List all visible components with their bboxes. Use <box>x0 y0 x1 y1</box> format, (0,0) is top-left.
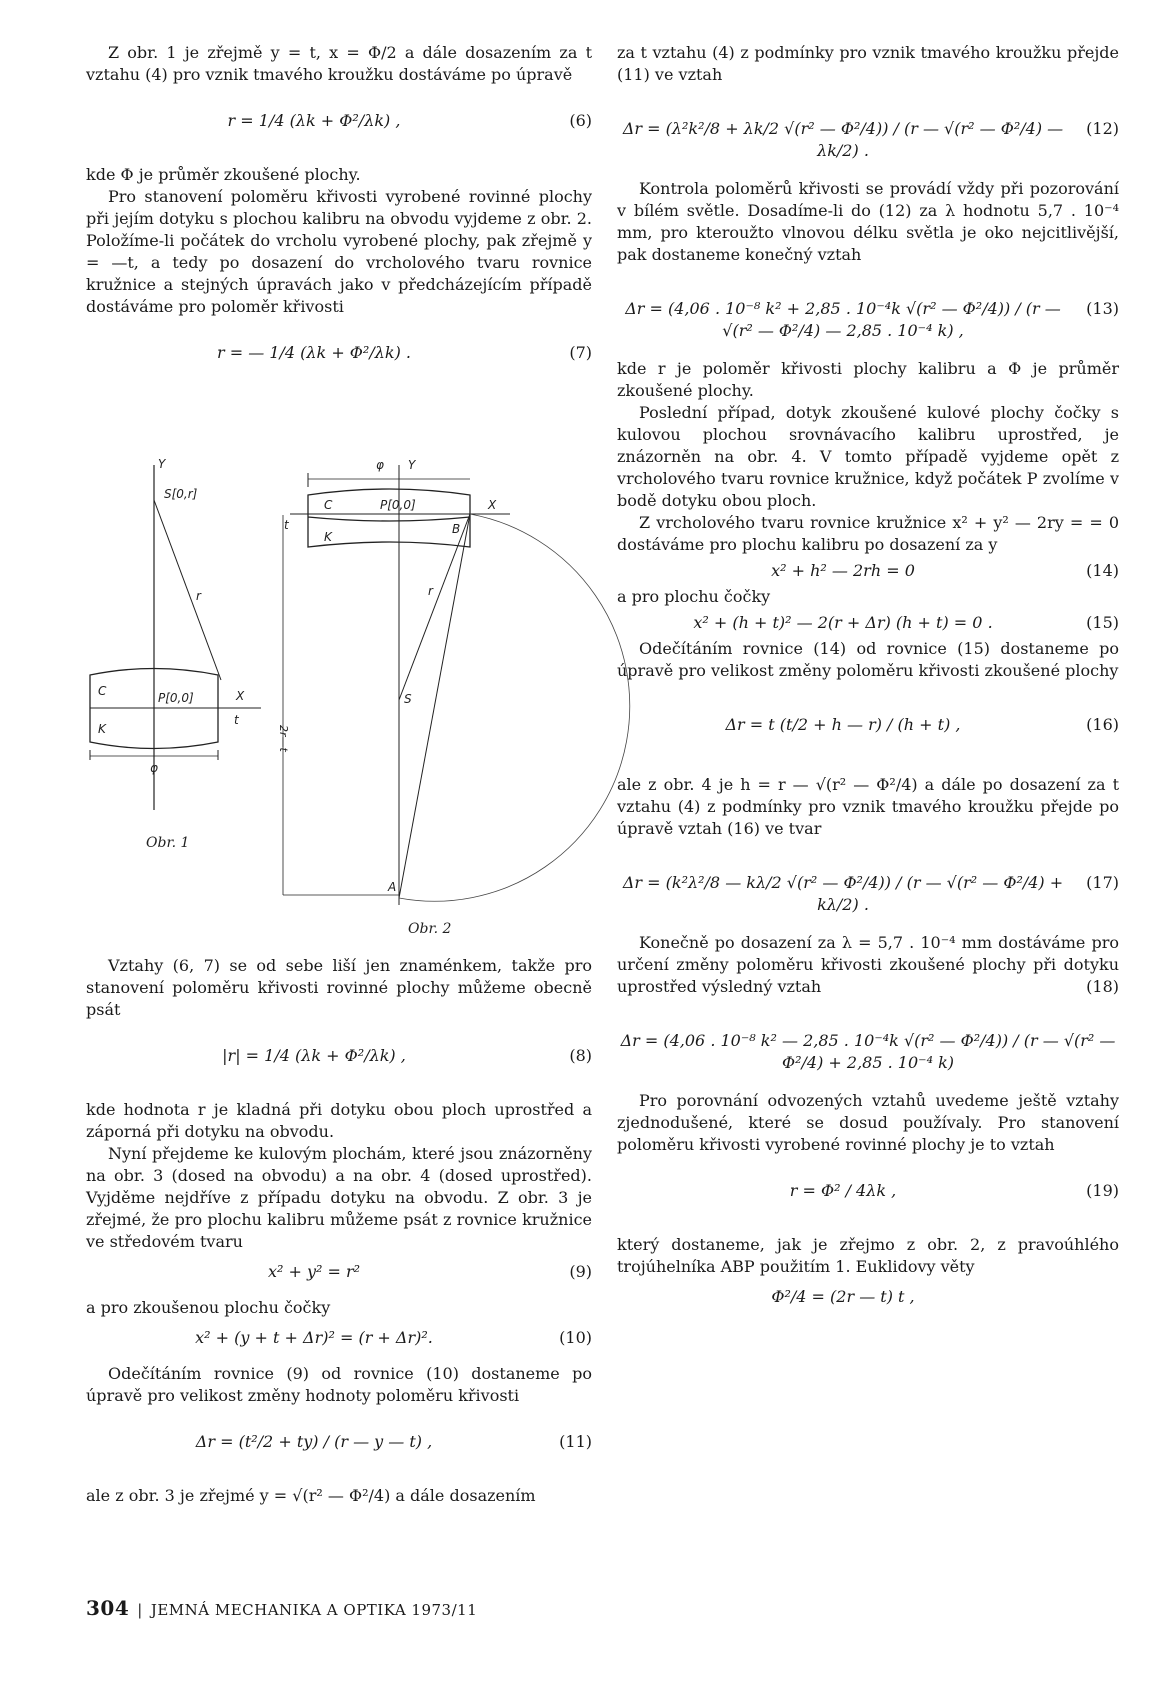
center-label: S[0,r] <box>164 487 198 501</box>
paragraph: Poslední případ, dotyk zkoušené kulové plochy čočky s kulovou plochou srovnávacího kalibru uprostřed, je znázorněn na obr. 4. V tomto případě vyjdeme opět z vrcholového tvaru rovnice kružnice, když počátek P zvolíme v bodě dotyku obou ploch. <box>617 403 1119 510</box>
equation-number: (14) <box>1086 561 1119 580</box>
center-label: S <box>404 692 412 706</box>
paragraph: kde Φ je průměr zkoušené plochy. <box>86 165 361 184</box>
b-label: B <box>452 522 461 536</box>
paragraph: kde hodnota r je kladná při dotyku obou ploch uprostřed a záporná při dotyku na obvodu. <box>86 1100 592 1141</box>
equation-number: (10) <box>559 1328 592 1347</box>
equation-formula: x² + y² = r² <box>267 1262 361 1281</box>
equation-number: (9) <box>569 1262 592 1281</box>
paragraph: ale z obr. 3 je zřejmé y = √(r² — Φ²/4) a dále dosazením <box>86 1486 536 1505</box>
figure-2 <box>277 455 580 945</box>
c-label: C <box>98 684 107 698</box>
radius-label: r <box>428 584 433 598</box>
equation-number: (16) <box>1086 715 1119 734</box>
y-axis-label: Y <box>408 458 416 472</box>
paragraph: Z vrcholového tvaru rovnice kružnice x² + y² — 2ry = = 0 dostáváme pro plochu kalibru po dosazení za y <box>617 513 1119 554</box>
equation-number: (15) <box>1086 613 1119 632</box>
t-label: t <box>284 518 289 532</box>
equation-13 <box>617 266 1119 358</box>
equation-number: (12) <box>1086 119 1119 138</box>
paragraph: Pro stanovení poloměru křivosti vyrobené rovinné plochy při jejím dotyku s plochou kalibru na obvodu vyjdeme z obr. 2. Položíme-li počátek do vrcholu vyrobené plochy, pak zřejmě y = —t, a tedy po dosazení do vrcholového tvaru rovnice kružnice a stejných úpravách jako v předcházejícím případě dostáváme pro poloměr křivosti <box>86 187 592 316</box>
equation-formula: Δr = (k²λ²/8 — kλ/2 √(r² — Φ²/4)) / (r — √(r² — Φ²/4) + kλ/2) . <box>622 873 1064 914</box>
equation-18 <box>617 998 1119 1090</box>
paragraph: za t vztahu (4) z podmínky pro vznik tmavého kroužku přejde (11) ve vztah <box>617 43 1119 84</box>
paragraph: kde r je poloměr křivosti plochy kalibru a Φ je průměr zkoušené plochy. <box>617 359 1119 400</box>
equation-number: (7) <box>569 343 592 362</box>
paragraph-text: Konečně po dosazení za λ = 5,7 . 10⁻⁴ mm dostáváme pro určení změny poloměru křivosti zkoušené plochy při dotyku uprostřed výsledný vztah <box>617 933 1119 996</box>
paragraph: Vztahy (6, 7) se od sebe liší jen znaménkem, takže pro stanovení poloměru křivosti rovinné plochy můžeme obecně psát <box>86 956 592 1019</box>
paragraph: a pro plochu čočky <box>617 587 771 606</box>
journal-name: JEMNÁ MECHANIKA A OPTIKA 1973/11 <box>150 1601 478 1619</box>
phi-label: φ <box>376 458 384 472</box>
radius-label: r <box>196 589 201 603</box>
page-footer <box>86 1597 477 1621</box>
equation-16 <box>617 682 1119 774</box>
equation-number: (8) <box>569 1046 592 1065</box>
equation-17 <box>617 840 1119 932</box>
equation-9 <box>86 1253 592 1297</box>
equation-15 <box>617 608 1119 638</box>
equation-number: (11) <box>559 1432 592 1451</box>
paragraph: Nyní přejdeme ke kulovým plochám, které jsou znázorněny na obr. 3 (dosed na obvodu) a na obr. 4 (dosed uprostřed). Vyjděme nejdříve z případu dotyku na obvodu. Z obr. 3 je zřejmé, že pro plochu kalibru můžeme psát z rovnice kružnice ve středovém tvaru <box>86 1144 592 1251</box>
t-label: t <box>234 713 239 727</box>
y-axis-label: Y <box>158 457 166 471</box>
equation-8 <box>86 1021 592 1099</box>
equation-number: (6) <box>569 111 592 130</box>
equation-12 <box>617 86 1119 178</box>
paragraph: a pro zkoušenou plochu čočky <box>86 1298 331 1317</box>
c-label: C <box>324 498 333 512</box>
equation-10 <box>86 1319 592 1363</box>
figure-caption: Obr. 1 <box>146 835 190 851</box>
two-r-minus-t-label: 2r—t <box>277 725 290 752</box>
equation-formula: r = — 1/4 (λk + Φ²/λk) . <box>217 343 411 362</box>
figure-caption: Obr. 2 <box>408 921 452 937</box>
paragraph: Odečítáním rovnice (9) od rovnice (10) dostaneme po úpravě pro velikost změny hodnoty poloměru křivosti <box>86 1364 592 1405</box>
k-label: K <box>98 722 106 736</box>
right-column <box>617 42 1119 1322</box>
paragraph: Odečítáním rovnice (14) od rovnice (15) dostaneme po úpravě pro velikost změny poloměru křivosti zkoušené plochy <box>617 639 1119 680</box>
radius-line <box>154 500 221 680</box>
paragraph: Kontrola poloměrů křivosti se provádí vždy při pozorování v bílém světle. Dosadíme-li do (12) za λ hodnotu 5,7 . 10⁻⁴ mm, pro kteroužto vlnovou délku světla je oko nejcitlivější, pak dostaneme konečný vztah <box>617 179 1119 264</box>
equation-formula: Δr = (t²/2 + ty) / (r — y — t) , <box>195 1432 433 1451</box>
equation-number: (19) <box>1086 1181 1119 1200</box>
origin-label: P[0,0] <box>380 498 416 512</box>
equation-formula: Δr = (4,06 . 10⁻⁸ k² + 2,85 . 10⁻⁴k √(r² — Φ²/4)) / (r — √(r² — Φ²/4) — 2,85 . 10⁻⁴ k) , <box>625 299 1061 340</box>
page-number: 304 <box>86 1596 130 1620</box>
left-column-lower <box>86 955 592 1507</box>
equation-formula: r = Φ² / 4λk , <box>789 1181 897 1200</box>
paragraph: Z obr. 1 je zřejmě y = t, x = Φ/2 a dále dosazením za t vztahu (4) pro vznik tmavého kroužku dostáváme po úpravě <box>86 43 592 84</box>
equation-formula: |r| = 1/4 (λk + Φ²/λk) , <box>222 1046 406 1065</box>
equation-14 <box>617 556 1119 586</box>
paragraph: Pro porovnání odvozených vztahů uvedeme ještě vztahy zjednodušené, které se dosud používaly. Pro stanovení poloměru křivosti vyrobené rovinné plochy je to vztah <box>617 1091 1119 1154</box>
equation-formula: x² + h² — 2rh = 0 <box>771 561 915 580</box>
equation-number: (13) <box>1086 299 1119 318</box>
equation-formula: r = 1/4 (λk + Φ²/λk) , <box>227 111 401 130</box>
origin-label: P[0,0] <box>158 691 194 705</box>
equation-20 <box>617 1278 1119 1322</box>
equation-formula: Φ²/4 = (2r — t) t , <box>771 1287 915 1306</box>
x-axis-label: X <box>488 498 497 512</box>
equation-formula: Δr = t (t/2 + h — r) / (h + t) , <box>725 715 961 734</box>
circle-arc <box>399 514 630 901</box>
left-column <box>86 42 592 396</box>
footer-separator: | <box>137 1601 143 1619</box>
x-axis-label: X <box>236 689 245 703</box>
chord-ab <box>399 514 470 898</box>
paragraph: ale z obr. 4 je h = r — √(r² — Φ²/4) a dále po dosazení za t vztahu (4) z podmínky pro vznik tmavého kroužku přejde po úpravě vztah (16) ve tvar <box>617 775 1119 838</box>
a-label: A <box>388 880 397 894</box>
paragraph: který dostaneme, jak je zřejmo z obr. 2, z pravoúhlého trojúhelníka ABP použitím 1. Euklidovy věty <box>617 1235 1119 1276</box>
phi-label: φ <box>150 761 158 775</box>
paragraph <box>617 932 1119 998</box>
equation-number: (18) <box>1086 977 1119 996</box>
equation-formula: x² + (h + t)² — 2(r + Δr) (h + t) = 0 . <box>693 613 993 632</box>
equation-formula: Δr = (λ²k²/8 + λk/2 √(r² — Φ²/4)) / (r — √(r² — Φ²/4) — λk/2) . <box>622 119 1064 160</box>
equation-number: (17) <box>1086 873 1119 892</box>
equation-formula: Δr = (4,06 . 10⁻⁸ k² — 2,85 . 10⁻⁴k √(r² — Φ²/4)) / (r — √(r² — Φ²/4) + 2,85 . 10⁻⁴ k) <box>620 1031 1116 1072</box>
equation-formula: x² + (y + t + Δr)² = (r + Δr)². <box>195 1328 433 1347</box>
equation-11 <box>86 1407 592 1485</box>
figure-1 <box>86 450 271 860</box>
k-label: K <box>324 530 332 544</box>
equation-7 <box>86 318 592 396</box>
equation-19 <box>617 1156 1119 1234</box>
equation-6 <box>86 86 592 164</box>
